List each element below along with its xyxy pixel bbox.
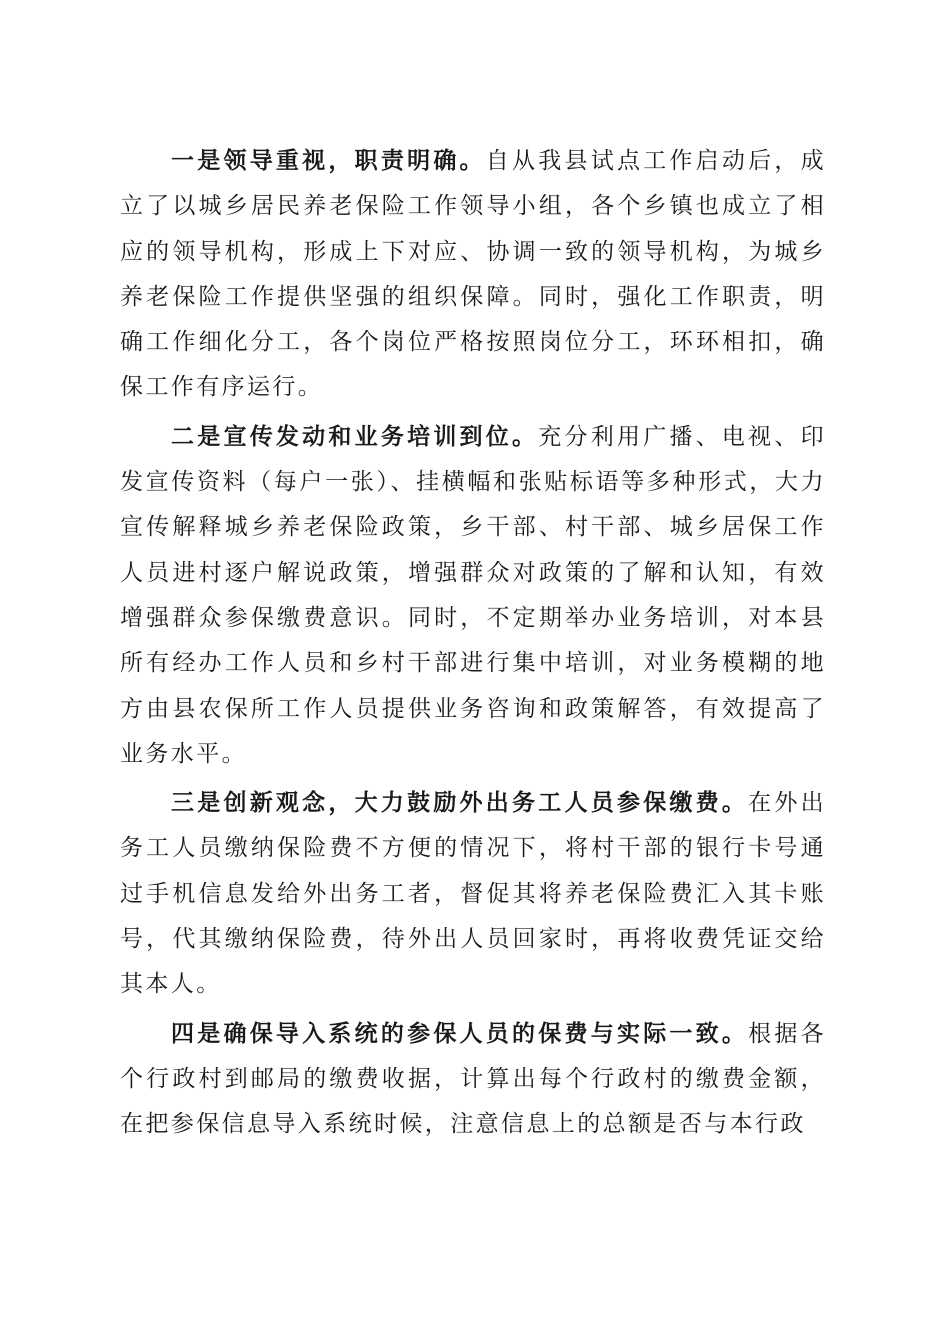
paragraph-1-text: 自从我县试点工作启动后，成立了以城乡居民养老保险工作领导小组，各个乡镇也成立了相应的领导机构，形成上下对应、协调一致的领导机构，为城乡养老保险工作提供坚强的组织保障。同时，强化工作职责，明确工作细化分工，各个岗位严格按照岗位分工，环环相扣，确保工作有序运行。 bbox=[120, 148, 826, 401]
paragraph-2 bbox=[120, 414, 826, 777]
document-body bbox=[120, 138, 826, 1148]
paragraph-3-heading: 三是创新观念，大力鼓励外出务工人员参保缴费。 bbox=[171, 789, 749, 817]
paragraph-3 bbox=[120, 780, 826, 1007]
paragraph-1 bbox=[120, 138, 826, 411]
paragraph-2-heading: 二是宣传发动和业务培训到位。 bbox=[171, 422, 539, 450]
paragraph-3-text: 在外出务工人员缴纳保险费不方便的情况下，将村干部的银行卡号通过手机信息发给外出务工者，督促其将养老保险费汇入其卡账号，代其缴纳保险费，待外出人员回家时，再将收费凭证交给其本人。 bbox=[120, 790, 826, 998]
paragraph-2-text: 充分利用广播、电视、印发宣传资料（每户一张）、挂横幅和张贴标语等多种形式，大力宣传解释城乡养老保险政策，乡干部、村干部、城乡居保工作人员进村逐户解说政策，增强群众对政策的了解和认知，有效增强群众参保缴费意识。同时，不定期举办业务培训，对本县所有经办工作人员和乡村干部进行集中培训，对业务模糊的地方由县农保所工作人员提供业务咨询和政策解答，有效提高了业务水平。 bbox=[120, 423, 826, 767]
paragraph-1-heading: 一是领导重视，职责明确。 bbox=[171, 147, 486, 174]
paragraph-4-heading: 四是确保导入系统的参保人员的保费与实际一致。 bbox=[171, 1019, 749, 1047]
paragraph-4-text: 根据各个行政村到邮局的缴费收据，计算出每个行政村的缴费金额，在把参保信息导入系统时候，注意信息上的总额是否与本行政 bbox=[120, 1020, 826, 1138]
paragraph-4 bbox=[120, 1011, 826, 1148]
